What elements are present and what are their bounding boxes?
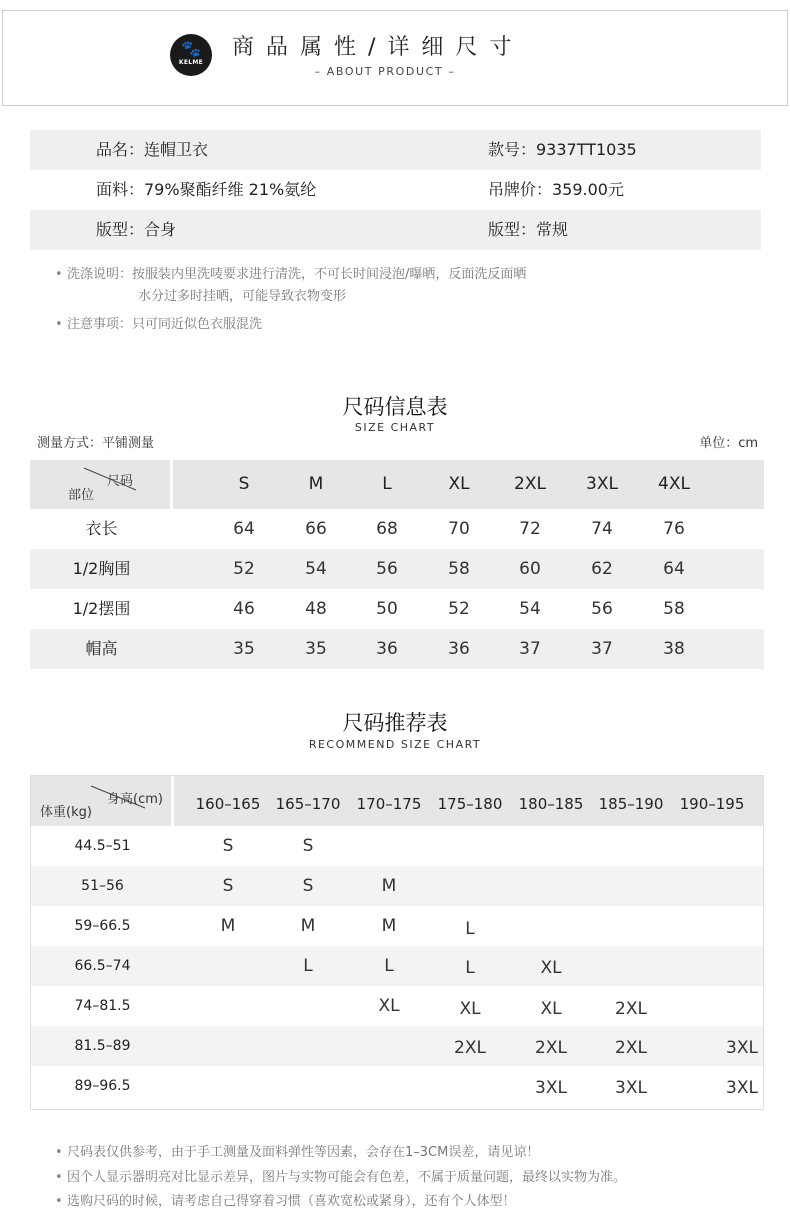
size-chart-header (30, 460, 764, 509)
table-cell: 3XL (726, 1078, 758, 1098)
row-label: 1/2摆围 (72, 599, 131, 618)
table-cell: 46 (233, 599, 255, 619)
table-row (31, 1066, 763, 1106)
table-row (31, 1026, 763, 1066)
recommend-chart-subtitle: RECOMMEND SIZE CHART (308, 738, 482, 751)
table-row (30, 509, 764, 549)
corner-size-label: 尺码 (107, 474, 134, 489)
corner-cell (31, 776, 174, 826)
table-cell: M (300, 916, 316, 936)
logo-brand-text: KELME (178, 59, 204, 66)
wash-instructions-cont: 水分过多时挂晒，可能导致衣物变形 (138, 289, 347, 304)
table-cell: 35 (233, 639, 255, 659)
table-cell: 38 (663, 639, 685, 659)
height-col-header: 180–185 (518, 795, 584, 813)
recommend-chart-table (30, 775, 764, 1110)
table-cell: 37 (519, 639, 541, 659)
height-col-header: 160–165 (195, 795, 261, 813)
row-label: 51–56 (81, 878, 124, 894)
recommend-chart-header (31, 776, 763, 826)
row-label: 89–96.5 (74, 1078, 131, 1094)
table-cell: 60 (519, 559, 541, 579)
wash-instructions: • 洗涤说明：按服装内里洗唛要求进行清洗，不可长时间浸泡/曝晒，反面洗反面晒 (55, 264, 526, 286)
table-cell: L (465, 958, 475, 978)
height-col-header: 190–195 (679, 795, 745, 813)
row-label: 帽高 (85, 639, 118, 658)
measure-method: 测量方式：平铺测量 (37, 436, 155, 451)
table-cell: 36 (376, 639, 398, 659)
table-cell: 2XL (615, 999, 647, 1019)
row-label: 1/2胸围 (72, 559, 131, 578)
size-col-header: S (238, 474, 250, 494)
info-row (30, 170, 761, 210)
size-col-header: 2XL (514, 474, 546, 494)
kelme-logo (170, 34, 212, 76)
row-label: 74–81.5 (74, 998, 131, 1014)
table-cell: 74 (591, 519, 613, 539)
table-cell: 3XL (535, 1078, 567, 1098)
table-cell: 64 (663, 559, 685, 579)
size-col-header: 3XL (586, 474, 618, 494)
table-cell: 36 (448, 639, 470, 659)
table-cell: 48 (305, 599, 327, 619)
table-row (31, 906, 763, 946)
fit-type-right: 版型：常规 (488, 220, 569, 239)
table-cell: M (381, 876, 397, 896)
table-cell: XL (459, 999, 481, 1019)
caution-note: • 注意事项：只可同近似色衣服混洗 (55, 314, 526, 336)
table-cell: XL (540, 999, 562, 1019)
table-cell: XL (540, 958, 562, 978)
table-cell: 50 (376, 599, 398, 619)
unit-label: 单位：cm (699, 436, 758, 451)
corner-weight-label: 体重(kg) (40, 805, 92, 820)
table-cell: 62 (591, 559, 613, 579)
info-row (30, 210, 761, 250)
height-col-header: 185–190 (598, 795, 664, 813)
row-label: 59–66.5 (74, 918, 131, 934)
table-cell: 52 (233, 559, 255, 579)
table-cell: 2XL (454, 1038, 486, 1058)
care-notes (55, 264, 526, 336)
table-row (30, 589, 764, 629)
row-label: 81.5–89 (74, 1038, 131, 1054)
table-cell: M (381, 916, 397, 936)
table-row (31, 866, 763, 906)
table-cell: L (384, 956, 394, 976)
table-cell: L (303, 956, 313, 976)
table-row (30, 629, 764, 669)
table-cell: 76 (663, 519, 685, 539)
table-cell: 72 (519, 519, 541, 539)
fit-type-left: 版型：合身 (96, 220, 177, 239)
table-row (31, 946, 763, 986)
corner-part-label: 部位 (68, 488, 95, 503)
height-col-header: 170–175 (356, 795, 422, 813)
table-cell: XL (378, 996, 400, 1016)
recommend-chart-title: 尺码推荐表 (342, 711, 448, 735)
corner-height-label: 身高(cm) (107, 792, 163, 807)
table-cell: 68 (376, 519, 398, 539)
table-cell: S (302, 836, 314, 856)
style-number: 款号：9337TT1035 (488, 140, 637, 159)
paw-icon: 🐾 (181, 39, 201, 58)
table-cell: 2XL (615, 1038, 647, 1058)
product-name: 品名：连帽卫衣 (96, 140, 209, 159)
tag-price: 吊牌价：359.00元 (488, 180, 624, 199)
size-col-header: XL (448, 474, 470, 494)
table-cell: 70 (448, 519, 470, 539)
size-chart-subtitle: SIZE CHART (354, 421, 436, 434)
table-cell: 66 (305, 519, 327, 539)
corner-cell (30, 460, 173, 509)
fabric: 面料：79%聚酯纤维 21%氨纶 (96, 180, 317, 199)
note-line: • 尺码表仅供参考，由于手工测量及面料弹性等因素，会存在1–3CM误差，请见谅！ (55, 1141, 626, 1166)
table-cell: M (220, 916, 236, 936)
note-line: • 因个人显示器明亮对比显示差异，图片与实物可能会有色差，不属于质量问题，最终以实物为准。 (55, 1166, 626, 1191)
table-cell: S (302, 876, 314, 896)
table-cell: 54 (519, 599, 541, 619)
table-cell: 58 (448, 559, 470, 579)
table-cell: 58 (663, 599, 685, 619)
table-cell: 52 (448, 599, 470, 619)
row-label: 衣长 (85, 519, 118, 538)
page-title: 商品属性/详细尺寸 (232, 35, 524, 60)
height-col-header: 175–180 (437, 795, 503, 813)
table-cell: L (465, 919, 475, 939)
info-row (30, 130, 761, 170)
table-cell: 37 (591, 639, 613, 659)
table-row (31, 986, 763, 1026)
bottom-notes (55, 1141, 626, 1215)
size-col-header: M (308, 474, 324, 494)
size-chart-table (30, 460, 764, 669)
row-label: 66.5–74 (74, 958, 131, 974)
table-cell: S (222, 876, 234, 896)
table-cell: 64 (233, 519, 255, 539)
table-cell: 2XL (535, 1038, 567, 1058)
table-cell: S (222, 836, 234, 856)
table-row (31, 826, 763, 866)
table-cell: 56 (376, 559, 398, 579)
table-cell: 3XL (615, 1078, 647, 1098)
size-col-header: 4XL (658, 474, 690, 494)
size-chart-title: 尺码信息表 (342, 395, 448, 419)
table-cell: 35 (305, 639, 327, 659)
table-cell: 56 (591, 599, 613, 619)
table-cell: 54 (305, 559, 327, 579)
height-col-header: 165–170 (275, 795, 341, 813)
page-subtitle: – ABOUT PRODUCT – (314, 65, 456, 78)
size-col-header: L (382, 474, 392, 494)
table-row (30, 549, 764, 589)
note-line: • 选购尺码的时候，请考虑自己得穿着习惯（喜欢宽松或紧身），还有个人体型！ (55, 1190, 626, 1215)
table-cell: 3XL (726, 1038, 758, 1058)
row-label: 44.5–51 (74, 838, 131, 854)
product-info-table (30, 130, 761, 250)
